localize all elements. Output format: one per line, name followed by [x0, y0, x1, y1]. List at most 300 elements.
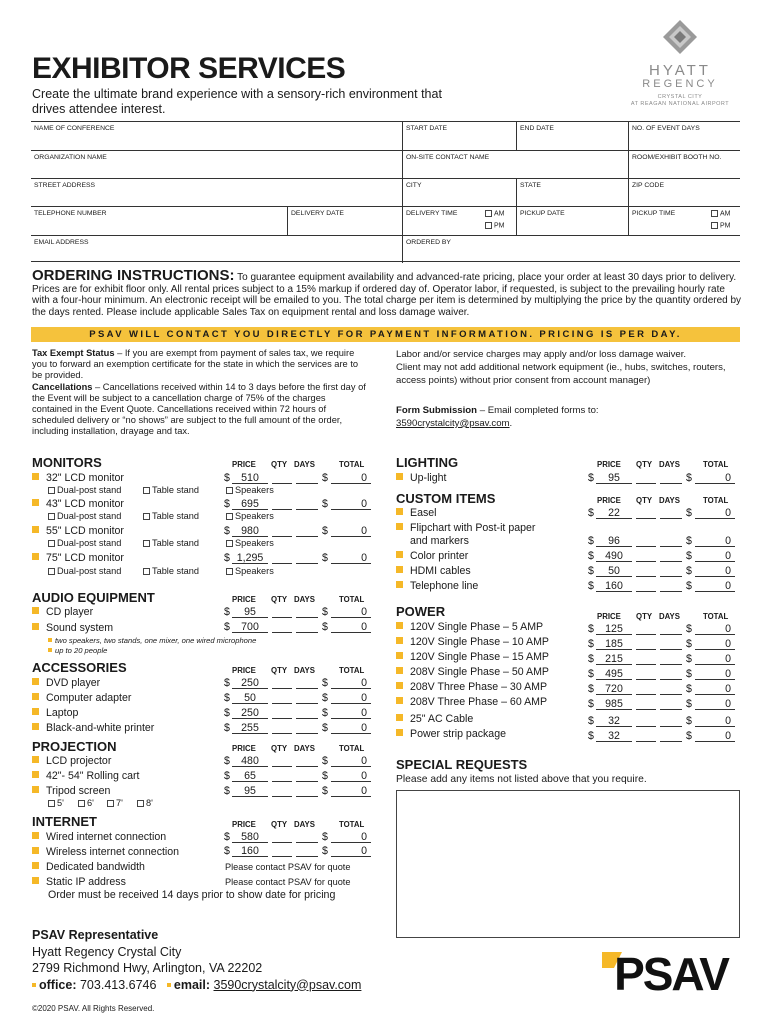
dollar-sign: $	[686, 668, 692, 680]
item-name: 32" LCD monitor	[46, 472, 124, 484]
internet-item	[32, 846, 179, 858]
days-input[interactable]	[660, 550, 682, 562]
street-field[interactable]	[31, 179, 402, 206]
dollar-sign: $	[588, 580, 594, 592]
checkbox[interactable]	[226, 513, 233, 520]
dollar-sign: $	[588, 535, 594, 547]
email-field[interactable]	[31, 236, 402, 263]
bullet-icon	[32, 693, 39, 700]
item-name: 42"- 54" Rolling cart	[46, 770, 140, 782]
dollar-sign: $	[224, 677, 230, 689]
days-input[interactable]	[296, 845, 318, 857]
qty-input[interactable]	[272, 722, 292, 734]
power-item	[396, 713, 473, 725]
days-input[interactable]	[660, 730, 682, 742]
delivery-am-checkbox[interactable]	[485, 210, 492, 217]
pickup-am-option[interactable]	[711, 210, 731, 217]
item-name: Black-and-white printer	[46, 722, 155, 734]
lighting-price-header: PRICE	[597, 460, 621, 469]
projection-item	[32, 770, 140, 782]
price-value: 50	[596, 565, 632, 577]
hotel-location-2: AT REAGAN NATIONAL AIRPORT	[630, 101, 730, 107]
psav-logo-text: PSAV	[614, 948, 728, 994]
conference-name-label: NAME OF CONFERENCE	[34, 125, 115, 132]
price-value: 255	[232, 722, 268, 734]
qty-input[interactable]	[636, 698, 656, 710]
pickup-pm-option[interactable]	[711, 222, 731, 229]
accessory-item	[32, 677, 100, 689]
page-subtitle: Create the ultimate brand experience with a sensory-rich environment that drives attendee interest.	[32, 87, 442, 116]
submission-email-period: .	[509, 417, 513, 429]
table-stand-option[interactable]	[143, 485, 199, 495]
payment-banner: PSAV WILL CONTACT YOU DIRECTLY FOR PAYMENT INFORMATION. PRICING IS PER DAY.	[31, 327, 740, 342]
office-phone: 703.413.6746	[79, 977, 157, 992]
dollar-sign: $	[224, 498, 230, 510]
delivery-time-field[interactable]	[402, 207, 516, 235]
option-label: Speakers	[235, 511, 274, 521]
dollar-sign: $	[224, 845, 230, 857]
bullet-icon	[396, 508, 403, 515]
total-value: 0	[331, 692, 371, 704]
option-label: 5'	[57, 798, 64, 808]
delivery-am-label: AM	[494, 210, 505, 218]
delivery-pm-checkbox[interactable]	[485, 222, 492, 229]
dollar-sign: $	[686, 580, 692, 592]
internet-days-header: DAYS	[294, 820, 315, 829]
days-input[interactable]	[296, 707, 318, 719]
dual-post-option[interactable]	[48, 485, 121, 495]
qty-input[interactable]	[272, 845, 292, 857]
monitor-item	[32, 472, 124, 484]
speakers-option[interactable]	[226, 511, 274, 521]
bullet-icon	[396, 637, 403, 644]
power-item	[396, 666, 549, 678]
days-input[interactable]	[296, 552, 318, 564]
screen-size-8-option[interactable]	[137, 798, 153, 808]
qty-input[interactable]	[272, 621, 292, 633]
audio-qty-header: QTY	[271, 595, 288, 604]
item-name: CD player	[46, 606, 94, 618]
checkbox[interactable]	[143, 487, 150, 494]
qty-input[interactable]	[272, 677, 292, 689]
checkbox[interactable]	[226, 487, 233, 494]
item-name: Sound system	[46, 622, 114, 634]
total-value: 0	[695, 535, 735, 547]
projection-days-header: DAYS	[294, 744, 315, 753]
days-input[interactable]	[660, 565, 682, 577]
conference-name-field[interactable]	[31, 122, 402, 150]
price-value: 985	[596, 698, 632, 710]
price-value: 22	[596, 507, 632, 519]
dollar-sign: $	[224, 707, 230, 719]
total-value: 0	[695, 507, 735, 519]
qty-input[interactable]	[272, 770, 292, 782]
form-row-3	[31, 179, 740, 207]
price-value: 495	[596, 668, 632, 680]
option-label: 8'	[146, 798, 153, 808]
option-label: Dual-post stand	[57, 511, 122, 521]
special-requests-textarea[interactable]	[396, 790, 740, 938]
dollar-sign: $	[322, 525, 328, 537]
email-label: EMAIL ADDRESS	[34, 239, 89, 246]
start-date-field[interactable]	[402, 122, 516, 150]
accessories-heading: ACCESSORIES	[32, 660, 127, 675]
bullet-icon	[32, 678, 39, 685]
dollar-sign: $	[588, 507, 594, 519]
telephone-field[interactable]	[31, 207, 287, 235]
note-text: two speakers, two stands, one mixer, one wired microphone	[55, 636, 257, 645]
days-input[interactable]	[296, 722, 318, 734]
pickup-time-field[interactable]	[628, 207, 740, 235]
city-field[interactable]	[402, 179, 516, 206]
booth-label: ROOM/EXHIBIT BOOTH NO.	[632, 154, 722, 161]
dual-post-option[interactable]	[48, 511, 121, 521]
checkbox[interactable]	[143, 513, 150, 520]
checkbox[interactable]	[137, 800, 144, 807]
checkbox[interactable]	[78, 800, 85, 807]
event-days-field[interactable]	[628, 122, 740, 150]
qty-input[interactable]	[272, 707, 292, 719]
delivery-pm-label: PM	[494, 222, 505, 230]
organization-field[interactable]	[31, 151, 402, 178]
total-value: 0	[695, 683, 735, 695]
state-label: STATE	[520, 182, 541, 189]
speakers-option[interactable]	[226, 566, 274, 576]
total-value: 0	[331, 472, 371, 484]
qty-input[interactable]	[272, 755, 292, 767]
bandwidth-contact: Please contact PSAV for quote	[225, 862, 351, 872]
qty-input[interactable]	[636, 580, 656, 592]
item-name: Tripod screen	[46, 785, 111, 797]
dollar-sign: $	[686, 715, 692, 727]
dollar-sign: $	[322, 845, 328, 857]
qty-input[interactable]	[636, 715, 656, 727]
days-input[interactable]	[296, 525, 318, 537]
start-date-label: START DATE	[406, 125, 448, 132]
bullet-icon	[32, 553, 39, 560]
zip-field[interactable]	[628, 179, 740, 206]
days-input[interactable]	[296, 677, 318, 689]
dollar-sign: $	[686, 472, 692, 484]
item-name: Telephone line	[410, 580, 479, 592]
days-input[interactable]	[296, 785, 318, 797]
delivery-pm-option[interactable]	[485, 222, 505, 229]
days-input[interactable]	[296, 498, 318, 510]
bullet-icon	[48, 638, 52, 642]
form-row-4	[31, 207, 740, 236]
checkbox[interactable]	[107, 800, 114, 807]
dollar-sign: $	[588, 715, 594, 727]
days-input[interactable]	[296, 606, 318, 618]
days-input[interactable]	[660, 580, 682, 592]
hyatt-logo	[620, 20, 740, 108]
accessories-total-header: TOTAL	[339, 666, 365, 675]
lighting-item	[396, 472, 447, 484]
table-stand-option[interactable]	[143, 566, 199, 576]
qty-input[interactable]	[636, 683, 656, 695]
dollar-sign: $	[588, 698, 594, 710]
days-input[interactable]	[660, 638, 682, 650]
option-label: 6'	[87, 798, 94, 808]
pickup-am-label: AM	[720, 210, 731, 218]
ordering-instructions	[32, 267, 744, 318]
dollar-sign: $	[322, 677, 328, 689]
total-value: 0	[695, 668, 735, 680]
internet-total-header: TOTAL	[339, 820, 365, 829]
ordering-heading: ORDERING INSTRUCTIONS:	[32, 267, 235, 284]
booth-field[interactable]	[628, 151, 740, 178]
price-value: 980	[232, 525, 268, 537]
dollar-sign: $	[322, 722, 328, 734]
item-name: Color printer	[410, 550, 469, 562]
custom-item-line2: and markers	[410, 535, 469, 547]
days-input[interactable]	[660, 623, 682, 635]
delivery-am-option[interactable]	[485, 210, 505, 217]
custom-qty-header: QTY	[636, 496, 653, 505]
projection-qty-header: QTY	[271, 744, 288, 753]
policy-text-right	[396, 348, 741, 430]
total-value: 0	[331, 525, 371, 537]
price-value: 250	[232, 677, 268, 689]
price-value: 700	[232, 621, 268, 633]
dollar-sign: $	[588, 550, 594, 562]
telephone-label: TELEPHONE NUMBER	[34, 210, 107, 217]
total-value: 0	[331, 552, 371, 564]
item-name: LCD projector	[46, 755, 112, 767]
item-name: 120V Single Phase – 5 AMP	[410, 621, 544, 633]
qty-input[interactable]	[272, 498, 292, 510]
qty-input[interactable]	[636, 472, 656, 484]
days-input[interactable]	[296, 621, 318, 633]
price-value: 95	[596, 472, 632, 484]
custom-price-header: PRICE	[597, 496, 621, 505]
monitors-qty-header: QTY	[271, 460, 288, 469]
power-item	[396, 696, 547, 708]
power-item	[396, 681, 547, 693]
page-title: EXHIBITOR SERVICES	[32, 52, 346, 85]
qty-input[interactable]	[272, 606, 292, 618]
speakers-option[interactable]	[226, 538, 274, 548]
dollar-sign: $	[588, 730, 594, 742]
days-input[interactable]	[296, 692, 318, 704]
qty-input[interactable]	[636, 668, 656, 680]
checkbox[interactable]	[48, 540, 55, 547]
dollar-sign: $	[686, 623, 692, 635]
days-input[interactable]	[660, 668, 682, 680]
speakers-option[interactable]	[226, 485, 274, 495]
checkbox[interactable]	[226, 568, 233, 575]
special-heading: SPECIAL REQUESTS	[396, 757, 528, 772]
accessories-days-header: DAYS	[294, 666, 315, 675]
delivery-date-label: DELIVERY DATE	[291, 210, 344, 217]
qty-input[interactable]	[272, 692, 292, 704]
copyright: ©2020 PSAV. All Rights Reserved.	[32, 1004, 155, 1013]
checkbox[interactable]	[226, 540, 233, 547]
dollar-sign: $	[686, 653, 692, 665]
screen-size-5-option[interactable]	[48, 798, 64, 808]
price-value: 95	[232, 606, 268, 618]
dollar-sign: $	[322, 621, 328, 633]
price-value: 32	[596, 715, 632, 727]
qty-input[interactable]	[272, 552, 292, 564]
bullet-icon	[396, 566, 403, 573]
qty-input[interactable]	[636, 507, 656, 519]
monitor-item	[32, 552, 124, 564]
submission-email-link[interactable]: 3590crystalcity@psav.com	[396, 417, 510, 429]
audio-item	[32, 606, 93, 618]
checkbox[interactable]	[48, 513, 55, 520]
bullet-icon	[32, 771, 39, 778]
ordered-by-label: ORDERED BY	[406, 239, 451, 246]
dollar-sign: $	[224, 722, 230, 734]
total-value: 0	[695, 653, 735, 665]
power-item	[396, 728, 506, 740]
custom-item	[396, 565, 471, 577]
item-name: 25" AC Cable	[410, 713, 474, 725]
checkbox[interactable]	[143, 540, 150, 547]
item-name: Up-light	[410, 472, 447, 484]
rep-contacts	[32, 977, 361, 994]
accessory-item	[32, 707, 78, 719]
end-date-label: END DATE	[520, 125, 554, 132]
days-input[interactable]	[296, 472, 318, 484]
bullet-icon	[396, 697, 403, 704]
dollar-sign: $	[588, 638, 594, 650]
dollar-sign: $	[224, 755, 230, 767]
qty-input[interactable]	[636, 550, 656, 562]
dollar-sign: $	[224, 606, 230, 618]
days-input[interactable]	[660, 653, 682, 665]
end-date-field[interactable]	[516, 122, 628, 150]
price-value: 510	[232, 472, 268, 484]
price-value: 96	[596, 535, 632, 547]
projection-item	[32, 785, 110, 797]
dollar-sign: $	[224, 770, 230, 782]
price-value: 490	[596, 550, 632, 562]
delivery-date-field[interactable]	[287, 207, 402, 235]
days-input[interactable]	[660, 535, 682, 547]
bullet-icon	[396, 473, 403, 480]
form-row-2	[31, 151, 740, 179]
table-stand-option[interactable]	[143, 511, 199, 521]
days-input[interactable]	[296, 755, 318, 767]
screen-size-6-option[interactable]	[78, 798, 94, 808]
price-value: 720	[596, 683, 632, 695]
policy-text-left	[32, 348, 367, 438]
special-text: Please add any items not listed above that you require.	[396, 774, 647, 785]
hotel-name: HYATT	[649, 62, 711, 79]
days-input[interactable]	[660, 683, 682, 695]
pickup-pm-label: PM	[720, 222, 731, 230]
bullet-icon	[32, 708, 39, 715]
option-label: Table stand	[152, 538, 199, 548]
total-value: 0	[331, 707, 371, 719]
dollar-sign: $	[588, 683, 594, 695]
cancel-label: Cancellations	[32, 381, 93, 392]
bullet-icon	[32, 832, 39, 839]
city-label: CITY	[406, 182, 422, 189]
state-field[interactable]	[516, 179, 628, 206]
email-label: email:	[173, 977, 211, 992]
pickup-date-field[interactable]	[516, 207, 628, 235]
qty-input[interactable]	[636, 638, 656, 650]
qty-input[interactable]	[272, 472, 292, 484]
accessories-qty-header: QTY	[271, 666, 288, 675]
total-value: 0	[331, 498, 371, 510]
lighting-heading: LIGHTING	[396, 455, 459, 470]
power-heading: POWER	[396, 604, 446, 619]
checkbox[interactable]	[143, 568, 150, 575]
lighting-total-header: TOTAL	[703, 460, 729, 469]
audio-days-header: DAYS	[294, 595, 315, 604]
item-name: Computer adapter	[46, 692, 132, 704]
dollar-sign: $	[322, 770, 328, 782]
custom-total-header: TOTAL	[703, 496, 729, 505]
days-input[interactable]	[296, 770, 318, 782]
dual-post-option[interactable]	[48, 538, 121, 548]
days-input[interactable]	[660, 472, 682, 484]
psav-logo	[600, 948, 742, 994]
bullet-icon	[396, 682, 403, 689]
power-qty-header: QTY	[636, 612, 653, 621]
monitors-heading: MONITORS	[32, 455, 102, 470]
days-input[interactable]	[660, 715, 682, 727]
total-value: 0	[695, 550, 735, 562]
onsite-contact-field[interactable]	[402, 151, 628, 178]
checkbox[interactable]	[48, 800, 55, 807]
ordered-by-field[interactable]	[402, 236, 740, 263]
qty-input[interactable]	[272, 785, 292, 797]
bullet-icon	[32, 526, 39, 533]
price-value: 695	[232, 498, 268, 510]
qty-input[interactable]	[636, 565, 656, 577]
tax-label: Tax Exempt Status	[32, 348, 115, 358]
dollar-sign: $	[588, 472, 594, 484]
dual-post-option[interactable]	[48, 566, 121, 576]
dollar-sign: $	[224, 472, 230, 484]
rep-email-link[interactable]: 3590crystalcity@psav.com	[213, 977, 362, 992]
custom-item	[396, 550, 468, 562]
custom-item	[396, 580, 478, 592]
qty-input[interactable]	[636, 535, 656, 547]
days-input[interactable]	[296, 831, 318, 843]
table-stand-option[interactable]	[143, 538, 199, 548]
accessory-item	[32, 722, 154, 734]
qty-input[interactable]	[636, 730, 656, 742]
checkbox[interactable]	[48, 568, 55, 575]
item-name: 208V Single Phase – 50 AMP	[410, 666, 549, 678]
dollar-sign: $	[224, 552, 230, 564]
qty-input[interactable]	[272, 831, 292, 843]
pickup-pm-checkbox[interactable]	[711, 222, 718, 229]
days-input[interactable]	[660, 507, 682, 519]
power-price-header: PRICE	[597, 612, 621, 621]
pickup-am-checkbox[interactable]	[711, 210, 718, 217]
qty-input[interactable]	[636, 623, 656, 635]
qty-input[interactable]	[636, 653, 656, 665]
screen-size-7-option[interactable]	[107, 798, 123, 808]
days-input[interactable]	[660, 698, 682, 710]
price-value: 1,295	[232, 552, 268, 564]
sound-system-note-2	[48, 646, 107, 655]
bullet-icon	[48, 648, 52, 652]
total-value: 0	[695, 623, 735, 635]
option-label: 7'	[116, 798, 123, 808]
qty-input[interactable]	[272, 525, 292, 537]
price-value: 215	[596, 653, 632, 665]
checkbox[interactable]	[48, 487, 55, 494]
dollar-sign: $	[686, 565, 692, 577]
